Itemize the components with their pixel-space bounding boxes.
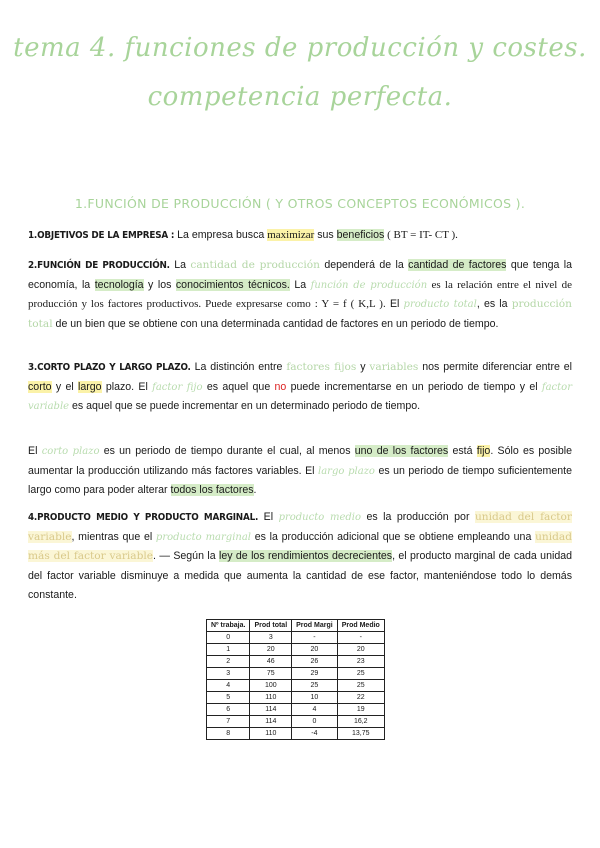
table-row [207,632,385,644]
table-row [207,644,385,656]
heading-producto-medio-marginal: 4.PRODUCTO MEDIO Y PRODUCTO MARGINAL. [28,512,259,523]
table-cell: 114 [250,716,292,728]
table-cell: - [337,632,384,644]
table-row [207,716,385,728]
formula-produccion: Y = f ( K,L ) [321,298,383,310]
table-cell: 4 [292,704,338,716]
table-header-cell: Prod total [250,620,292,632]
table-cell: 20 [337,644,384,656]
table-cell: 20 [250,644,292,656]
table-cell: 25 [337,680,384,692]
table-cell: - [292,632,338,644]
document-title-line2: competencia perfecta. [147,82,453,112]
table-cell: 10 [292,692,338,704]
formula-beneficio: ( BT = IT- CT ). [384,229,458,241]
table-row [207,680,385,692]
heading-objetivos: 1.OBJETIVOS DE LA EMPRESA : [28,230,175,241]
paragraph-plazos: El corto plazo es un periodo de tiempo durante el cual, al menos uno de los factores está fijo. Sólo es posible aumentar la producción utilizando más factores variables. El largo plazo es un periodo de tiempo suficientemente largo como para poder alterar todos los factores. [28,445,573,496]
table-cell: 25 [292,680,338,692]
table-header-cell: Prod Medio [337,620,384,632]
table-cell: 100 [250,680,292,692]
table-cell: 25 [337,668,384,680]
section-title: 1.FUNCIÓN DE PRODUCCIÓN ( Y OTROS CONCEPTOS ECONÓMICOS ). [74,196,526,211]
table-cell: 110 [250,692,292,704]
heading-funcion-produccion: 2.FUNCIÓN DE PRODUCCIÓN. [28,260,170,271]
table-cell: 2 [207,656,250,668]
table-cell: 20 [292,644,338,656]
table-cell: 3 [207,668,250,680]
highlight-beneficios: beneficios [336,229,385,241]
table-cell: 13,75 [337,728,384,740]
table-cell: 16,2 [337,716,384,728]
table-cell: -4 [292,728,338,740]
production-table [206,619,385,740]
table-cell: 75 [250,668,292,680]
table-cell: 6 [207,704,250,716]
table-row [207,704,385,716]
paragraph-funcion-produccion: 2.FUNCIÓN DE PRODUCCIÓN. La cantidad de producción dependerá de la cantidad de factores que tenga la economía, la tecnología y los conocimientos técnicos. La función de producción es la relación entre el nivel de producción y los factores productivos. Puede expresarse como : Y = f ( K,L ). El producto total, es la producción total de un bien que se obtiene con una determinada cantidad de factores en un periodo de tiempo. [28,259,573,330]
table-cell: 1 [207,644,250,656]
table-body [207,632,385,740]
table-cell: 19 [337,704,384,716]
paragraph-producto-medio-marginal: 4.PRODUCTO MEDIO Y PRODUCTO MARGINAL. El producto medio es la producción por unidad del factor variable, mientras que el producto marginal es la producción adicional que se obtiene empleando una unidad más del factor variable. — Según la ley de los rendimientos decrecientes, el producto marginal de cada unidad del factor variable disminuye a medida que aumenta la cantidad de ese factor, manteniéndose todo lo demás constante. [28,511,572,601]
table-cell: 3 [250,632,292,644]
document-title-line1: tema 4. funciones de producción y costes. [13,33,587,63]
table-header-cell: Nº trabaja. [207,620,250,632]
table-cell: 4 [207,680,250,692]
table-cell: 114 [250,704,292,716]
table-row [207,692,385,704]
table-cell: 110 [250,728,292,740]
table-row [207,668,385,680]
paragraph-corto-largo-plazo: 3.CORTO PLAZO Y LARGO PLAZO. La distinción entre factores fijos y variables nos permite diferenciar entre el corto y el largo plazo. El factor fijo es aquel que no puede incrementarse en un periodo de tiempo y el factor variable es aquel que se puede incrementar en un determinado periodo de tiempo. [28,361,572,412]
highlight-maximizar: maximizar [267,229,315,241]
table-row [207,728,385,740]
table-cell: 22 [337,692,384,704]
table-cell: 5 [207,692,250,704]
table-header-cell: Prod Margi [292,620,338,632]
table-cell: 26 [292,656,338,668]
paragraph-objetivos: 1.OBJETIVOS DE LA EMPRESA : La empresa busca maximizar sus beneficios ( BT = IT- CT ). [28,229,458,241]
heading-corto-largo-plazo: 3.CORTO PLAZO Y LARGO PLAZO. [28,362,191,373]
table-cell: 8 [207,728,250,740]
table-cell: 0 [207,632,250,644]
table-cell: 0 [292,716,338,728]
table-cell: 46 [250,656,292,668]
table-cell: 29 [292,668,338,680]
table-header-row [207,620,385,632]
table-cell: 23 [337,656,384,668]
table-cell: 7 [207,716,250,728]
table-row [207,656,385,668]
